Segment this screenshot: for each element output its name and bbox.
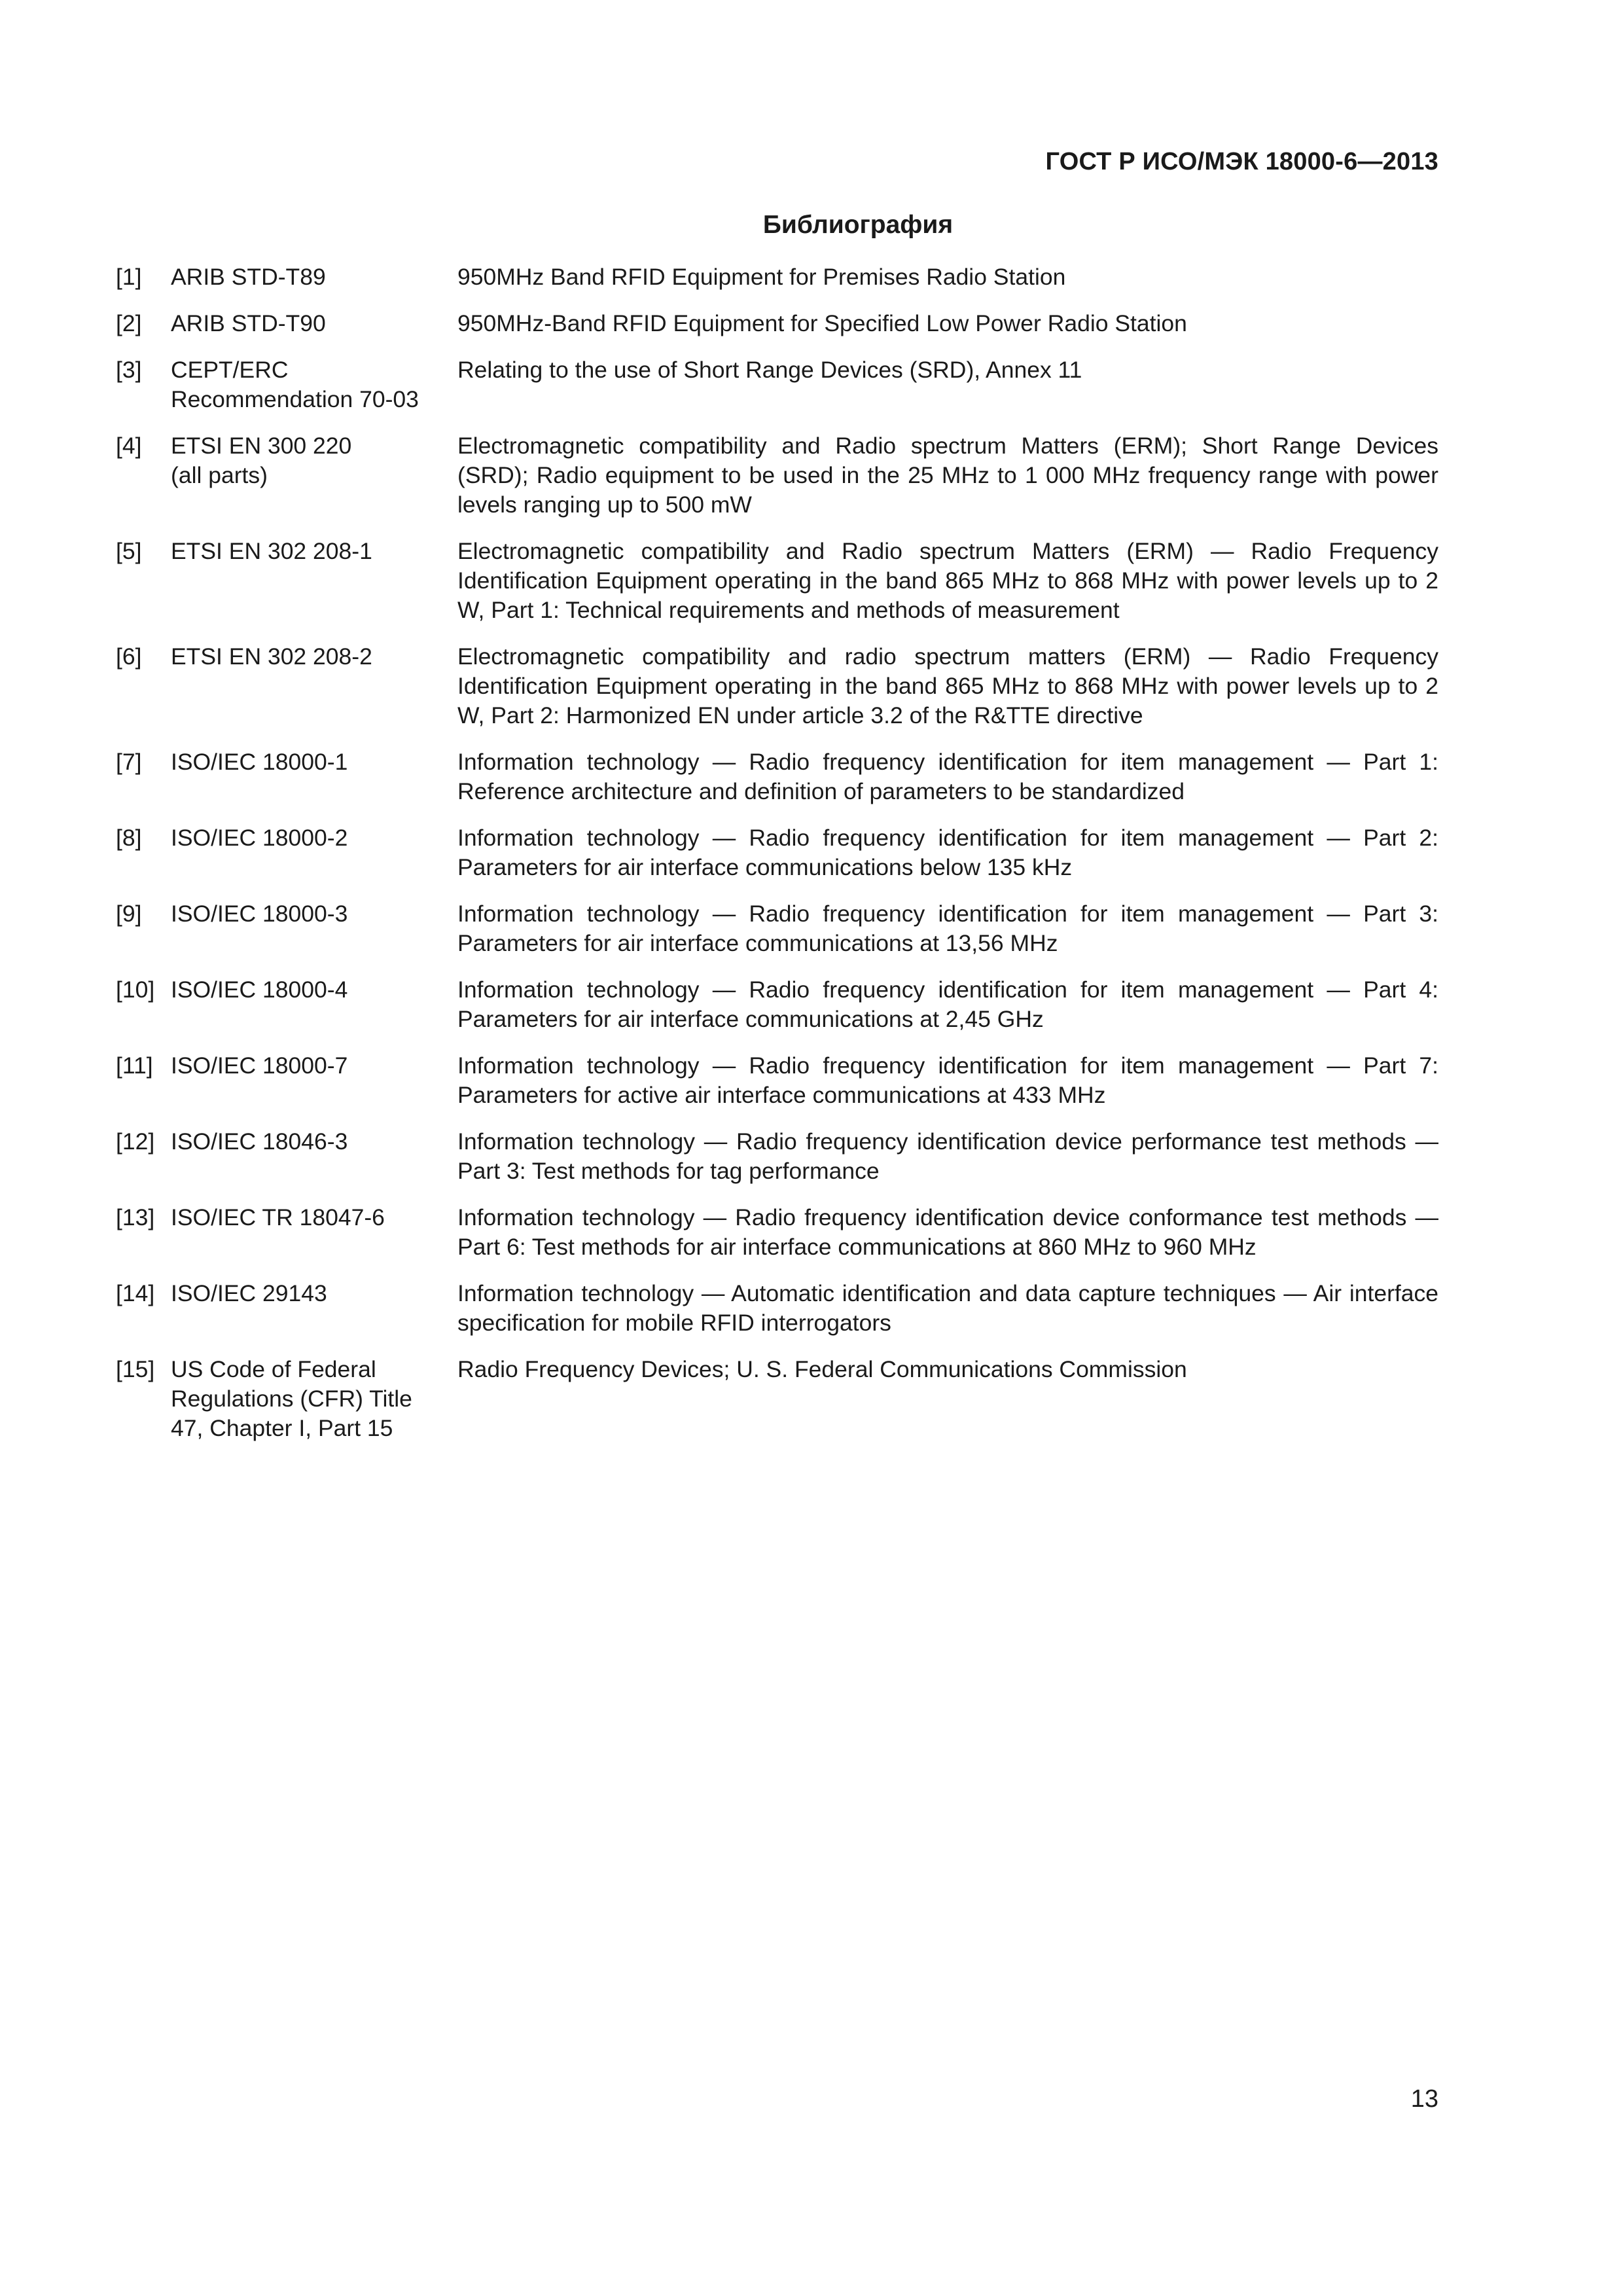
page-number: 13 xyxy=(1410,2085,1438,2113)
entry-description: 950MHz Band RFID Equipment for Premises Radio Station xyxy=(457,264,1066,290)
entry-reference-line: ISO/IEC 18000-1 xyxy=(171,749,348,775)
bibliography-list xyxy=(116,262,1438,1460)
entry-reference xyxy=(171,642,457,730)
entry-reference-line: Recommendation 70-03 xyxy=(171,386,419,412)
entry-reference xyxy=(171,537,457,625)
entry-number: [14] xyxy=(116,1280,155,1306)
entry-description: Radio Frequency Devices; U. S. Federal Communications Commission xyxy=(457,1356,1187,1382)
entry-reference xyxy=(171,1203,457,1262)
entry-reference-line: ISO/IEC 18000-3 xyxy=(171,901,348,927)
entry-description: Electromagnetic compatibility and radio spectrum matters (ERM) — Radio Frequency Identification Equipment operating in the band 865 MHz to 868 MHz with power levels up to 2 W, Part 2: Harmonized EN under article 3.2 of the R&TTE directive xyxy=(457,643,1438,728)
bibliography-entry xyxy=(116,537,1438,625)
entry-reference-line: 47, Chapter I, Part 15 xyxy=(171,1415,393,1441)
entry-description: 950MHz-Band RFID Equipment for Specified Low Power Radio Station xyxy=(457,310,1187,336)
entry-description: Information technology — Radio frequency identification for item management — Part 7: Parameters for active air interface communications at 433 MHz xyxy=(457,1052,1438,1108)
entry-number: [4] xyxy=(116,433,142,459)
entry-reference-line: US Code of Federal xyxy=(171,1356,376,1382)
entry-reference-line: ISO/IEC 18000-4 xyxy=(171,977,348,1003)
entry-description: Information technology — Radio frequency identification for item management — Part 2: Parameters for air interface communications below 135 kHz xyxy=(457,825,1438,880)
entry-description: Information technology — Radio frequency identification device performance test methods — Part 3: Test methods for tag performance xyxy=(457,1128,1438,1184)
entry-description: Information technology — Radio frequency identification for item management — Part 4: Parameters for air interface communications at 2,45 GHz xyxy=(457,977,1438,1032)
page-title: Библиография xyxy=(762,211,954,239)
bibliography-entry xyxy=(116,823,1438,882)
bibliography-entry xyxy=(116,1279,1438,1338)
entry-reference-line: ISO/IEC TR 18047-6 xyxy=(171,1204,385,1230)
entry-description: Information technology — Radio frequency identification device conformance test methods — Part 6: Test methods for air interface communications at 860 MHz to 960 MHz xyxy=(457,1204,1438,1260)
entry-number: [10] xyxy=(116,977,155,1003)
entry-reference-line: ETSI EN 300 220 xyxy=(171,433,352,459)
entry-number: [12] xyxy=(116,1128,155,1155)
entry-reference-line: Regulations (CFR) Title xyxy=(171,1386,412,1412)
bibliography-entry xyxy=(116,309,1438,338)
entry-reference-line: ETSI EN 302 208-2 xyxy=(171,643,372,670)
entry-description: Information technology — Radio frequency identification for item management — Part 1: Reference architecture and definition of parameters to be standardized xyxy=(457,749,1438,804)
entry-number: [15] xyxy=(116,1356,155,1382)
entry-reference-line: ARIB STD-T89 xyxy=(171,264,326,290)
entry-reference xyxy=(171,431,457,520)
bibliography-entry xyxy=(116,1127,1438,1186)
entry-reference-line: ISO/IEC 18046-3 xyxy=(171,1128,348,1155)
document-code: ГОСТ Р ИСО/МЭК 18000-6—2013 xyxy=(1045,148,1438,175)
bibliography-entry xyxy=(116,1203,1438,1262)
entry-reference-line: ARIB STD-T90 xyxy=(171,310,326,336)
entry-reference xyxy=(171,899,457,958)
entry-description: Electromagnetic compatibility and Radio spectrum Matters (ERM); Short Range Devices (SRD); Radio equipment to be used in the 25 MHz to 1 000 MHz frequency range with power levels ranging up to 500 mW xyxy=(457,433,1438,518)
entry-reference xyxy=(171,747,457,806)
entry-number: [2] xyxy=(116,310,142,336)
entry-reference xyxy=(171,1051,457,1110)
entry-reference xyxy=(171,262,457,292)
bibliography-entry xyxy=(116,262,1438,292)
entry-number: [3] xyxy=(116,357,142,383)
entry-number: [13] xyxy=(116,1204,155,1230)
entry-reference xyxy=(171,355,457,414)
entry-reference xyxy=(171,309,457,338)
entry-reference xyxy=(171,1127,457,1186)
entry-reference xyxy=(171,823,457,882)
entry-description: Electromagnetic compatibility and Radio spectrum Matters (ERM) — Radio Frequency Identification Equipment operating in the band 865 MHz to 868 MHz with power levels up to 2 W, Part 1: Technical requirements and methods of measurement xyxy=(457,538,1438,623)
bibliography-entry xyxy=(116,747,1438,806)
entry-reference xyxy=(171,1355,457,1443)
entry-number: [6] xyxy=(116,643,142,670)
entry-reference xyxy=(171,975,457,1034)
entry-reference-line: CEPT/ERC xyxy=(171,357,289,383)
entry-reference-line: ISO/IEC 18000-2 xyxy=(171,825,348,851)
entry-description: Relating to the use of Short Range Devices (SRD), Annex 11 xyxy=(457,357,1082,383)
entry-reference-line: ISO/IEC 18000-7 xyxy=(171,1052,348,1079)
entry-number: [1] xyxy=(116,264,142,290)
bibliography-entry xyxy=(116,642,1438,730)
bibliography-entry xyxy=(116,1355,1438,1443)
entry-description: Information technology — Automatic identification and data capture techniques — Air interface specification for mobile RFID interrogators xyxy=(457,1280,1438,1336)
entry-reference-line: ISO/IEC 29143 xyxy=(171,1280,327,1306)
entry-number: [9] xyxy=(116,901,142,927)
entry-reference-line: (all parts) xyxy=(171,462,268,488)
bibliography-entry xyxy=(116,975,1438,1034)
entry-number: [7] xyxy=(116,749,142,775)
bibliography-entry xyxy=(116,431,1438,520)
bibliography-entry xyxy=(116,355,1438,414)
entry-number: [8] xyxy=(116,825,142,851)
entry-description: Information technology — Radio frequency identification for item management — Part 3: Parameters for air interface communications at 13,56 MHz xyxy=(457,901,1438,956)
entry-number: [5] xyxy=(116,538,142,564)
entry-number: [11] xyxy=(116,1052,153,1079)
bibliography-entry xyxy=(116,899,1438,958)
entry-reference-line: ETSI EN 302 208-1 xyxy=(171,538,372,564)
bibliography-entry xyxy=(116,1051,1438,1110)
entry-reference xyxy=(171,1279,457,1338)
